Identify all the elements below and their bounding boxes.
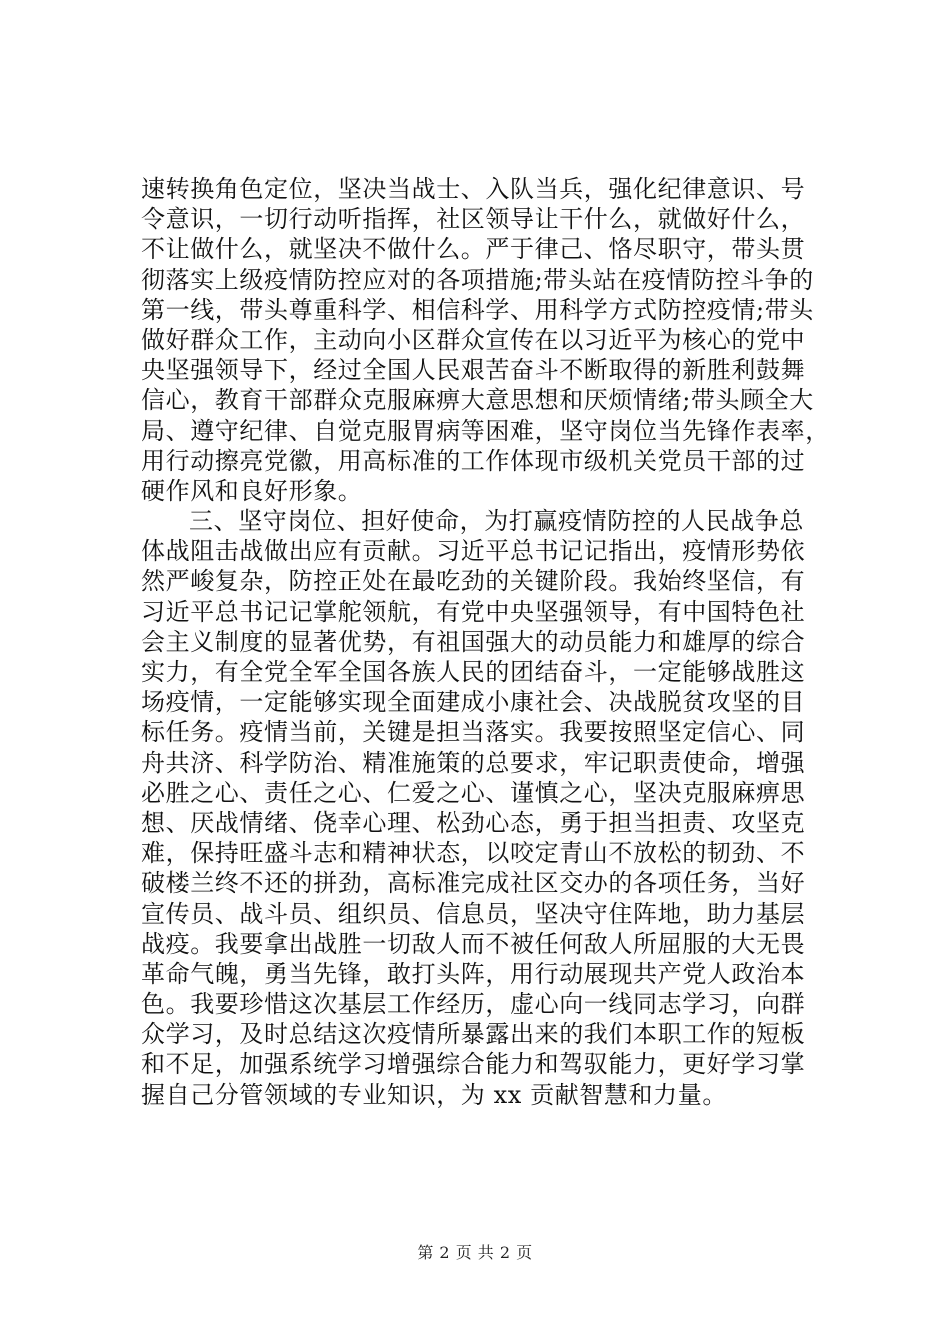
section-heading-line: 三、坚守岗位、担好使命，为打赢疫情防控的人民战争总 (189, 507, 804, 536)
text-line: 硬作风和良好形象。 (141, 476, 363, 505)
text-line: 然严峻复杂，防控正处在最吃劲的关键阶段。我始终坚信，有 (141, 567, 806, 596)
text-line: 第一线，带头尊重科学、相信科学、用科学方式防控疫情;带头 (141, 295, 814, 324)
text-line: 舟共济、科学防治、精准施策的总要求，牢记职责使命，增强 (141, 748, 806, 777)
text-line: 破楼兰终不还的拼劲，高标准完成社区交办的各项任务，当好 (141, 869, 806, 898)
document-body (141, 174, 831, 1110)
text-line: 习近平总书记记掌舵领航，有党中央坚强领导，有中国特色社 (141, 597, 806, 626)
text-line: 做好群众工作，主动向小区群众宣传在以习近平为核心的党中 (141, 325, 806, 354)
text-line: 信心，教育干部群众克服麻痹大意思想和厌烦情绪;带头顾全大 (141, 386, 814, 415)
text-line: 众学习，及时总结这次疫情所暴露出来的我们本职工作的短板 (141, 1020, 806, 1049)
text-line: 宣传员、战斗员、组织员、信息员，坚决守住阵地，助力基层 (141, 899, 806, 928)
text-line: 实力，有全党全军全国各族人民的团结奋斗，一定能够战胜这 (141, 658, 806, 686)
text-line: 央坚强领导下，经过全国人民艰苦奋斗不断取得的新胜利鼓舞 (141, 356, 806, 385)
text-line: 标任务。疫情当前，关键是担当落实。我要按照坚定信心、同 (141, 718, 806, 747)
text-line: 局、遵守纪律、自觉克服胃病等困难，坚守岗位当先锋作表率， (141, 416, 830, 445)
text-line: 场疫情，一定能够实现全面建成小康社会、决战脱贫攻坚的目 (141, 688, 806, 717)
text-line: 彻落实上级疫情防控应对的各项措施;带头站在疫情防控斗争的 (141, 265, 814, 294)
text-line: 速转换角色定位，坚决当战士、入队当兵，强化纪律意识、号 (141, 175, 806, 203)
text-line: 体战阻击战做出应有贡献。习近平总书记记指出，疫情形势依 (141, 537, 806, 566)
text-line: 不让做什么，就坚决不做什么。严于律己、恪尽职守，带头贯 (141, 235, 806, 264)
text-line: 和不足，加强系统学习增强综合能力和驾驭能力，更好学习掌 (141, 1050, 806, 1079)
text-line: 会主义制度的显著优势，有祖国强大的动员能力和雄厚的综合 (141, 627, 806, 656)
page-number-footer: 第 2 页 共 2 页 (417, 1243, 533, 1262)
text-line: 色。我要珍惜这次基层工作经历，虚心向一线同志学习，向群 (141, 990, 806, 1019)
text-line: 握自己分管领域的专业知识，为 xx 贡献智慧和力量。 (141, 1080, 727, 1109)
text-line: 革命气魄，勇当先锋，敢打头阵，用行动展现共产党人政治本 (141, 959, 806, 988)
text-line: 令意识，一切行动听指挥，社区领导让干什么，就做好什么， (141, 205, 806, 234)
text-line: 战疫。我要拿出战胜一切敌人而不被任何敌人所屈服的大无畏 (141, 929, 806, 958)
text-line: 想、厌战情绪、侥幸心理、松劲心态，勇于担当担责、攻坚克 (141, 808, 806, 837)
text-line: 难，保持旺盛斗志和精神状态，以咬定青山不放松的韧劲、不 (141, 839, 806, 868)
text-line: 必胜之心、责任之心、仁爱之心、谨慎之心，坚决克服麻痹思 (141, 778, 806, 807)
text-line: 用行动擦亮党徽，用高标准的工作体现市级机关党员干部的过 (141, 446, 806, 475)
